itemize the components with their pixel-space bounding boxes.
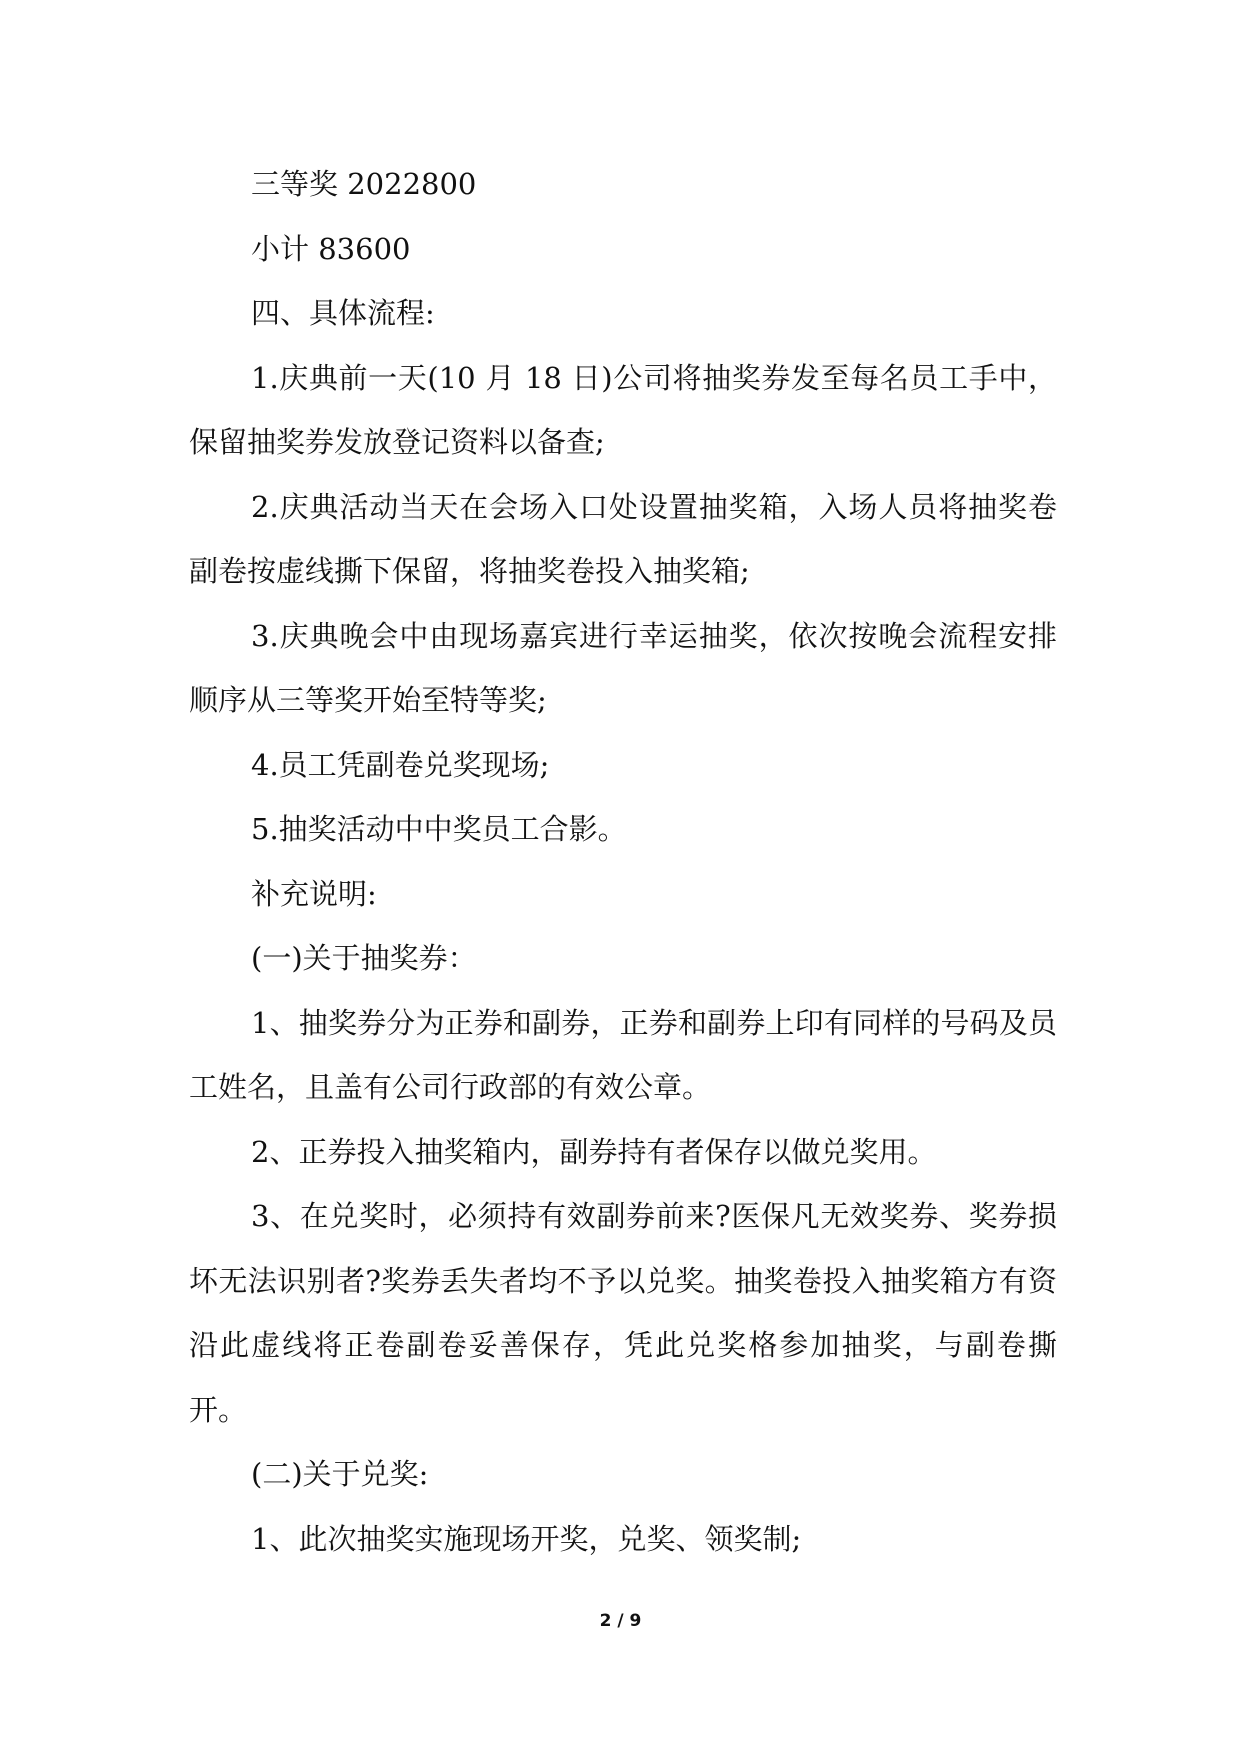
paragraph-step-4: 4.员工凭副卷兑奖现场; — [251, 747, 550, 782]
paragraph-step-1: 1.庆典前一天(10 月 18 日)公司将抽奖券发至每名员工手中，保留抽奖券发放登记资料以备查; — [189, 360, 1057, 459]
document-body — [189, 152, 1057, 1571]
section-heading-supplement: 补充说明: — [251, 876, 377, 911]
subheading-redemption: (二)关于兑奖: — [251, 1457, 429, 1491]
paragraph-ticket-rule-1: 1、抽奖券分为正券和副券，正券和副券上印有同样的号码及员工姓名，且盖有公司行政部的有效公章。 — [189, 1005, 1057, 1104]
page-number: 2 / 9 — [599, 1611, 642, 1631]
paragraph-ticket-rule-3: 3、在兑奖时，必须持有效副券前来?医保凡无效奖券、奖券损坏无法识别者?奖券丢失者均不予以兑奖。抽奖卷投入抽奖箱方有资沿此虚线将正卷副卷妥善保存，凭此兑奖格参加抽奖，与副卷撕开。 — [189, 1199, 1057, 1427]
subheading-tickets: (一)关于抽奖券： — [251, 941, 477, 975]
paragraph-third-prize: 三等奖 2022800 — [251, 167, 477, 201]
paragraph-subtotal: 小计 83600 — [251, 231, 411, 266]
section-heading-process: 四、具体流程: — [251, 296, 435, 330]
paragraph-step-2: 2.庆典活动当天在会场入口处设置抽奖箱，入场人员将抽奖卷副卷按虚线撕下保留，将抽奖卷投入抽奖箱; — [189, 489, 1057, 588]
paragraph-ticket-rule-2: 2、正券投入抽奖箱内，副券持有者保存以做兑奖用。 — [251, 1134, 937, 1169]
paragraph-step-3: 3.庆典晚会中由现场嘉宾进行幸运抽奖，依次按晚会流程安排顺序从三等奖开始至特等奖; — [189, 618, 1057, 717]
paragraph-redemption-rule-1: 1、此次抽奖实施现场开奖，兑奖、领奖制; — [251, 1521, 802, 1556]
paragraph-step-5: 5.抽奖活动中中奖员工合影。 — [251, 812, 627, 846]
